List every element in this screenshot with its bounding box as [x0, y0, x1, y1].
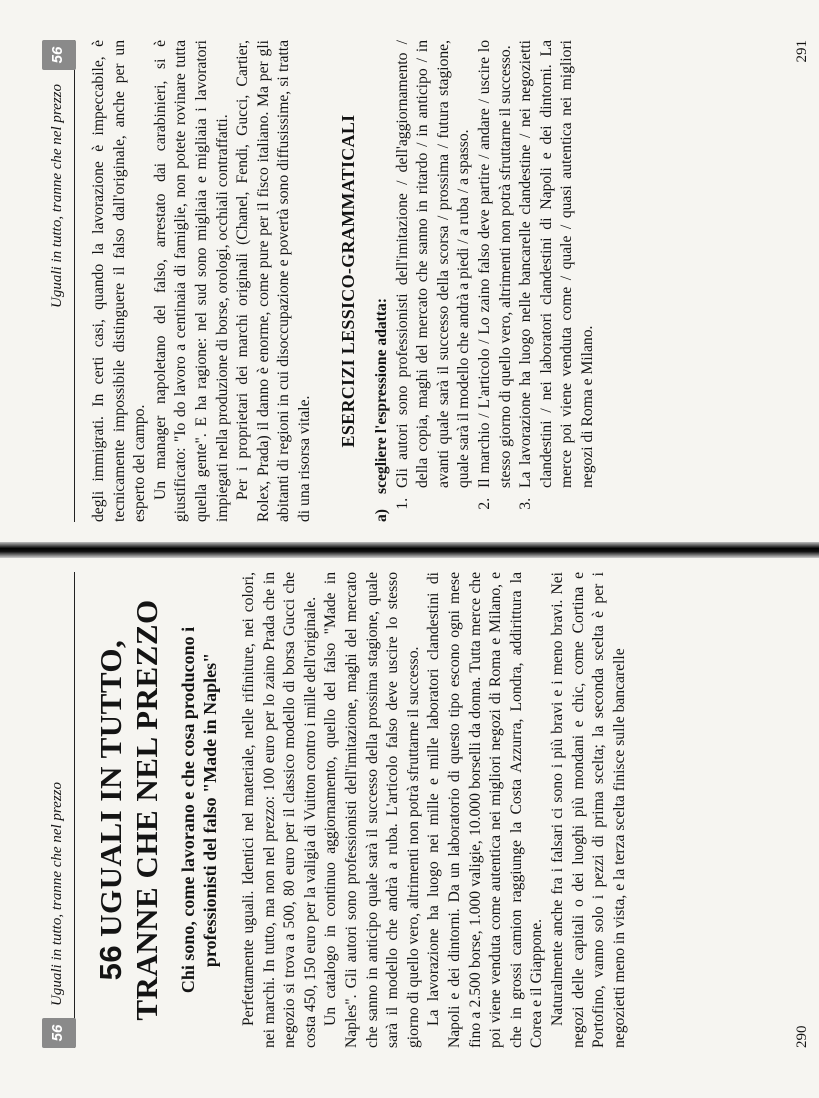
exercise-heading [373, 40, 391, 522]
running-header-text: Uguali in tutto, tranne che nel prezzo [49, 781, 65, 1006]
running-header-left [40, 572, 75, 1048]
running-header-text: Uguali in tutto, tranne che nel prezzo [49, 84, 65, 309]
paragraph: Per i proprietari dei marchi originali (Chanel, Fendi, Gucci, Cartier, Rolex, Prada) il danno è enorme, come pure per il fisco italiano. Ma per gli abitanti di regioni in cui disoccupazione e povertà sono diffusissime, si tratta di una risorsa vitale. [234, 40, 313, 522]
paragraph: Un catalogo in continuo aggiornamento, quello del falso "Made in Naples". Gli autori sono professionisti dell'imitazione, maghi del mercato che sanno in anticipo quale sarà il successo della prossima stagione, quale sarà il modello che andrà a ruba. L'articolo falso deve uscire lo stesso giorno di quello vero, altrimenti non potrà sfruttarne il successo. [322, 572, 422, 1048]
left-page [0, 552, 819, 1098]
chapter-subtitle: Chi sono, come lavorano e che cosa producono i professionisti del falso "Made in Naples" [178, 626, 220, 994]
paragraph: Naturalmente anche fra i falsari ci sono i più bravi e i meno bravi. Nei negozi delle capitali o dei luoghi più mondani e chic, come Cortina e Portofino, vanno solo i pezzi di prima scelta; la seconda scelta è per i negozietti meno in vista, e la terza scelta finisce sulle bancarelle [548, 572, 628, 1048]
chapter-title-block [93, 572, 165, 1048]
chapter-title: UGUALI IN TUTTO, TRANNE CHE NEL PREZZO [93, 599, 164, 1021]
chapter-chip-right: 56 [42, 40, 76, 70]
chapter-chip-left: 56 [42, 1018, 76, 1048]
paragraph: degli immigrati. In certi casi, quando la lavorazione è impeccabile, è tecnicamente impossibile distinguere il falso dall'originale, anche per un esperto del campo. [90, 40, 149, 522]
exercise-label: a) [372, 509, 390, 522]
page-number-right: 291 [794, 40, 810, 63]
section-title: ESERCIZI LESSICO-GRAMMATICALI [337, 114, 358, 448]
paragraph: La lavorazione ha luogo nei mille e mille laboratori clandestini di Napoli e dei dintorni. Da un laboratorio di questo tipo escono ogni mese fino a 2.500 borse, 1.000 valigie, 10.000 borselli da donna. Tutta merce che poi viene venduta come autentica nei migliori negozi di Roma e Milano, e che in grossi camion raggiunge la Costa Azzurra, Londra, addirittura la Corea e il Giappone. [425, 572, 546, 1048]
running-header-right [40, 40, 75, 522]
page-number-left: 290 [794, 1025, 810, 1048]
chapter-number: 56 [93, 944, 128, 981]
paragraph: Un manager napoletano del falso, arrestato dai carabinieri, si è giustificato: "Io do lavoro a centinaia di famiglie, non potete rovinare tutta quella gente". E ha ragione: nel sud sono migliaia e migliaia i lavoratori impiegati nella produzione di borse, orologi, occhiali contraffatti. [151, 40, 231, 522]
exercise-list [393, 40, 599, 522]
exercise-item: 2. Il marchio / L'articolo / Lo zaino falso deve partire / andare / uscire lo stesso giorno di quello vero, altrimenti non potrà sfruttarne il successo. [475, 40, 516, 494]
paragraph: Perfettamente uguali. Identici nel materiale, nelle rifiniture, nei colori, nei marchi. In tutto, ma non nel prezzo: 100 euro per lo zaino Prada che in negozio si trova a 500, 80 euro per il classico modello di borsa Gucci che costa 450, 150 euro per la valigia di Vuitton contro i mille dell'originale. [240, 572, 319, 1048]
exercise-instruction: scegliere l'espressione adatta: [372, 297, 390, 494]
exercise-item: 1. Gli autori sono professionisti dell'imitazione / dell'aggiornamento / della copia, maghi del mercato che sanno in ritardo / in anticipo / in avanti quale sarà il successo della scorsa / prossima / futura stagione, quale sarà il modello che andrà a piedi / a ruba / a spasso. [393, 40, 475, 494]
right-page [0, 0, 819, 546]
exercise-item: 3. La lavorazione ha luogo nelle bancarelle clandestine / nei negozietti clandestini / nei laboratori clandestini di Napoli e dei dintorni. La merce poi viene venduta come / quale / quasi autentica nei migliori negozi di Roma e Milano. [516, 40, 598, 494]
